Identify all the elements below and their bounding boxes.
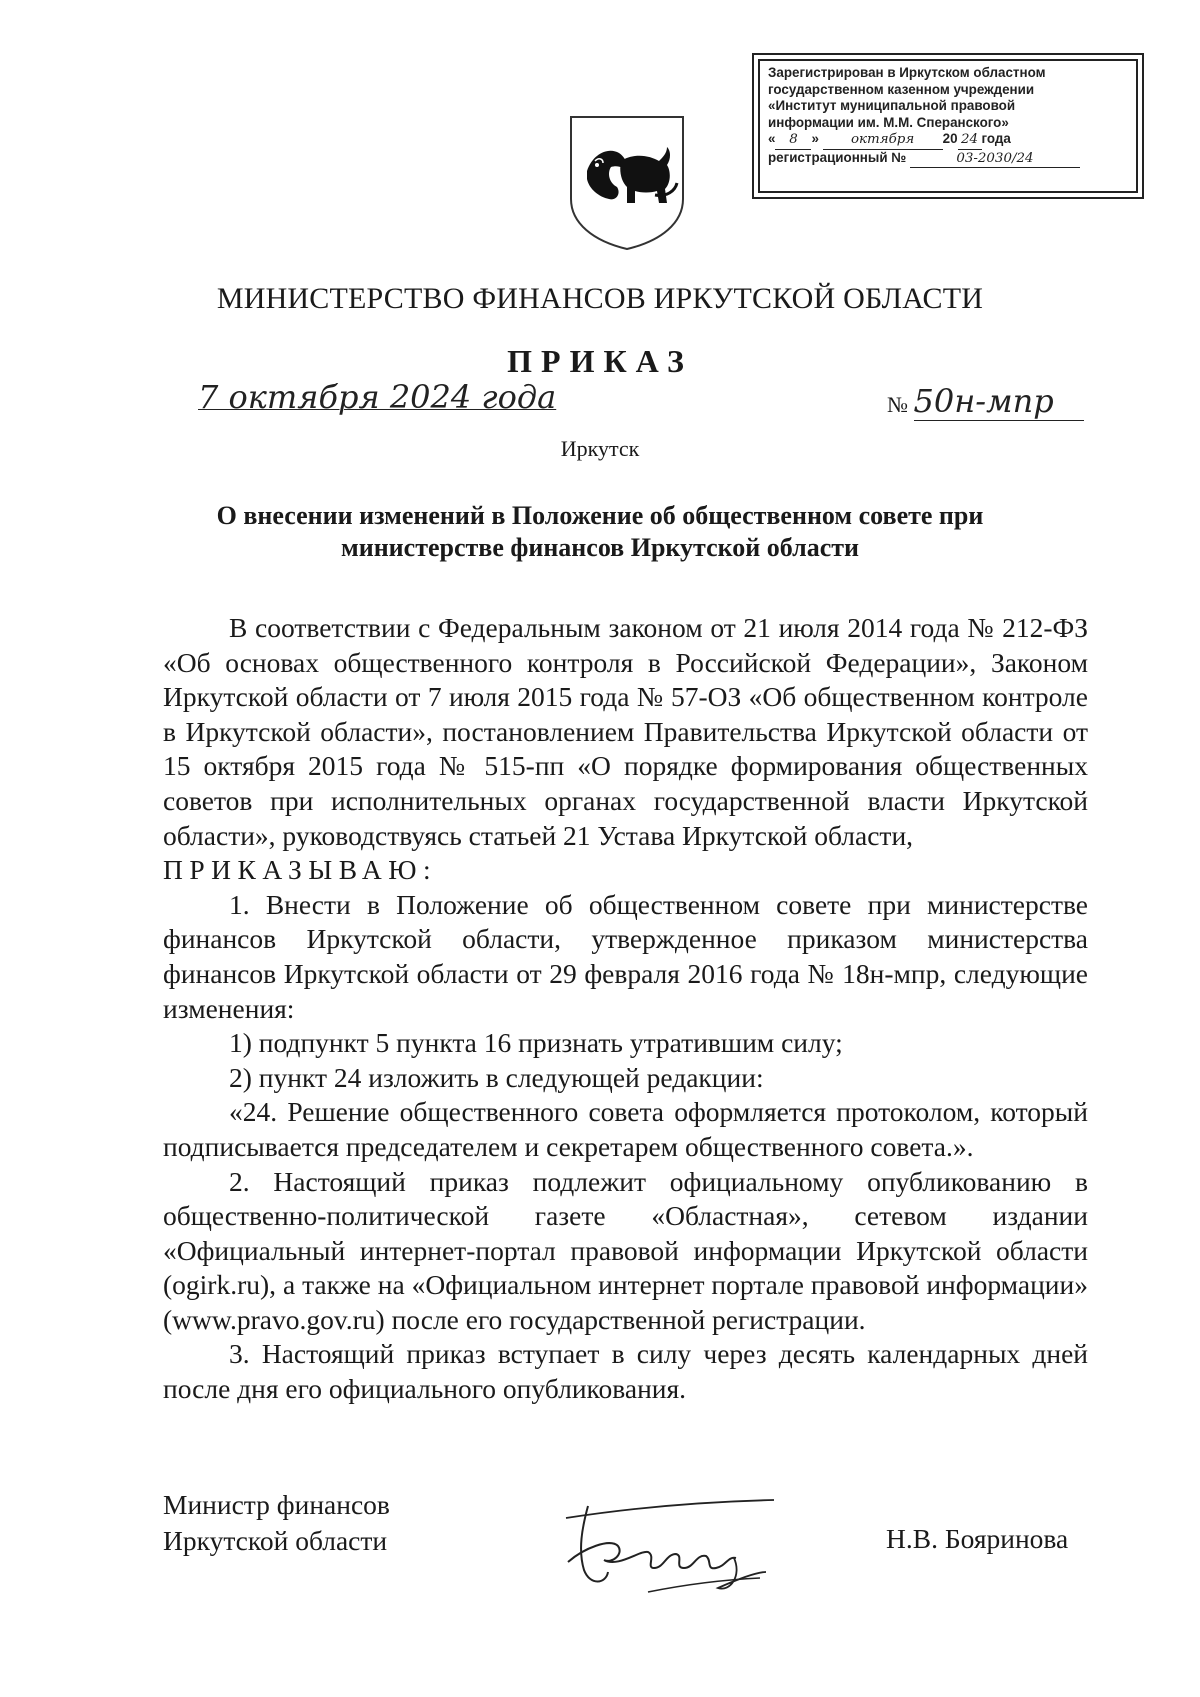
stamp-line-3: «Институт муниципальной правовой (768, 98, 1016, 113)
stamp-year-word: года (981, 131, 1011, 146)
signatory-position (163, 1487, 390, 1559)
item-2-paragraph: 2. Настоящий приказ подлежит официальному опубликованию в общественно-политической газете «Областная», сетевом издании «Официальный интернет-портал правовой информации Иркутской области (ogirk.ru), а также на «Официальном интернет портале правовой информации» (www.pravo.gov.ru) после его государственной регистрации. (163, 1165, 1088, 1335)
handwritten-date: 7 октября 2024 года (198, 378, 557, 416)
stamp-month: октября (823, 132, 943, 150)
stamp-year-prefix: 20 (942, 131, 958, 146)
stamp-line-1: Зарегистрирован в Иркутском областном (768, 65, 1046, 80)
subitem-1-paragraph: 1) подпункт 5 пункта 16 признать утратившим силу; (229, 1027, 843, 1059)
document-type-title: ПРИКАЗ (507, 343, 693, 379)
stamp-reg-number: 03-2030/24 (910, 151, 1080, 169)
position-line-1: Министр финансов (163, 1489, 390, 1520)
preamble-paragraph: В соответствии с Федеральным законом от 21 июля 2014 года № 212-ФЗ «Об основах общественного контроля в Российской Федерации», Законом Иркутской области от 7 июля 2015 года № 57-ОЗ «Об общественном контроле в Иркутской области», постановлением Правительства Иркутской области от 15 октября 2015 года № 515-пп «О порядке формирования общественных советов при исполнительных органах государственной власти Иркутской области», руководствуясь статьей 21 Устава Иркутской области, (163, 612, 1088, 851)
order-heading: О внесении изменений в Положение об общественном совете при министерстве финансов Иркутской области (216, 501, 984, 562)
item-1-paragraph: 1. Внести в Положение об общественном совете при министерстве финансов Иркутской области, утвержденное приказом министерства финансов Иркутской области от 29 февраля 2016 года № 18н-мпр, следующие изменения: (163, 888, 1088, 1024)
subitem-2-paragraph: 2) пункт 24 изложить в следующей редакции: (229, 1061, 764, 1093)
position-line-2: Иркутской области (163, 1525, 388, 1556)
stamp-line-2: государственном казенном учреждении (768, 81, 1035, 97)
quoted-text-paragraph: «24. Решение общественного совета оформляется протоколом, который подписывается председателем и секретарем общественного совета.». (163, 1096, 1088, 1162)
stamp-line-4: информации им. М.М. Сперанского» (768, 114, 1009, 130)
stamp-day: 8 (775, 132, 811, 150)
registration-stamp (752, 53, 1144, 199)
item-3-paragraph: 3. Настоящий приказ вступает в силу через десять календарных дней после дня его официального опубликования. (163, 1338, 1088, 1405)
handwritten-number: 50н-мпр (914, 382, 1084, 421)
stamp-year-suffix: 24 (958, 132, 982, 150)
stamp-date-line: « 8 » октября 20 24 года (768, 131, 1130, 150)
order-word: ПРИКАЗЫВАЮ: (163, 854, 438, 886)
signatory-name: Н.В. Бояринова (886, 1523, 1069, 1554)
stamp-reg-label: регистрационный № (768, 149, 907, 165)
city-name: Иркутск (560, 436, 640, 461)
stamp-reg-line (768, 150, 1130, 169)
order-body (163, 611, 1088, 1407)
handwritten-signature (548, 1488, 778, 1603)
number-label: № (887, 392, 908, 417)
ministry-name: МИНИСТЕРСТВО ФИНАНСОВ ИРКУТСКОЙ ОБЛАСТИ (216, 282, 984, 315)
coat-of-arms-emblem (567, 113, 687, 258)
order-number (887, 382, 1084, 421)
